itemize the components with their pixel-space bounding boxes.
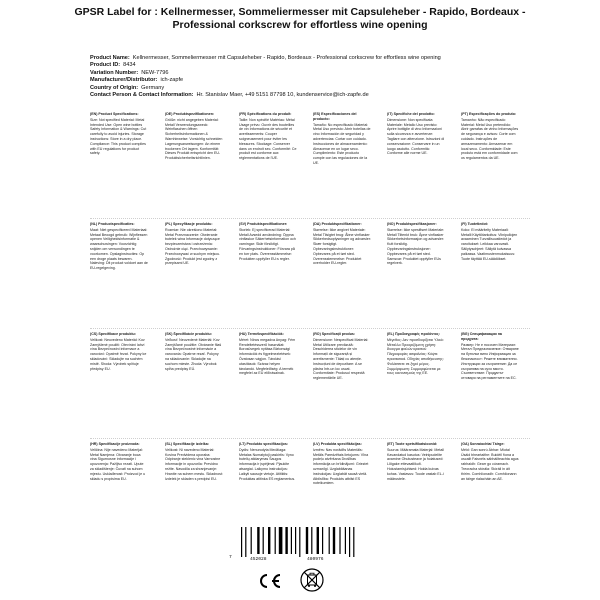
- spec-cell-body: Rozmiar: Nie określono Materiał: Metal Przeznaczenie: Otwieranie butelek wina Informacje dotyczące bezpieczeństwa i ostrzeżenia: Ostrożnie ciąć. Przechowywanie: Przechowywać w suchym miejscu. Zgodność: Produkt jest zgodny z przepisami UE.: [165, 227, 221, 266]
- variation-number-label: Variation Number:: [90, 69, 139, 76]
- spec-cell: [239, 112, 297, 206]
- spec-grid: [90, 112, 530, 512]
- spec-cell-heading: (LV) Produkta specifikācijas:: [313, 442, 362, 446]
- barcode-bar: [299, 527, 300, 557]
- barcode-bar: [263, 527, 264, 554]
- spec-cell-body: Größe: nicht angegeben Material: Metall Verwendungszweck: Weinflaschen öffnen Sicherheitsinformationen & Warnhinweise: Vorsichtig schneiden Lagerungsanweisungen: An einem trockenen Ort lagern. Konformität: Dieses Produkt entspricht den EU-Produktsicherheitsrichtlinien.: [165, 117, 223, 161]
- spec-cell-heading: (DE) Produktspezifikationen:: [165, 112, 215, 116]
- spec-cell-body: Tamanho: Não especificado Material: Metal Uso pretendido: Abrir garrafas de vinho Informações de segurança e avisos: Corte com cuidado. Instruções de armazenamento: Armazenar em local seco. Conformidade: Este produto está em conformidade com os regulamentos da UE.: [461, 117, 519, 161]
- country-of-origin-value: Germany: [141, 84, 165, 91]
- spec-cell-heading: (ES) Especificaciones del producto:: [313, 112, 357, 121]
- spec-cell-heading: (PL) Specyfikacje produktu:: [165, 222, 213, 226]
- barcode-bar: [345, 527, 346, 554]
- spec-cell-body: Méret: Nincs megadva Anyag: Fém Rendeltetésszerű használat: Borosüvegek nyitása Biztonsági információk és figyelmeztetések: Óvatosan vágjon. Tárolási utasítások: Száraz helyen tárolandó. Megfelelőség: A termék megfelel az EU előírásainak.: [239, 337, 296, 376]
- product-id-row: [90, 62, 550, 69]
- spec-cell-heading: (CS) Specifikace produktu:: [90, 332, 136, 336]
- contact-value: Hr. Stanislav Maer, +49 5151 87798 10, kundenservice@ich-zapfe.de: [196, 92, 369, 99]
- spec-cell-heading: (LT) Produkto specifikacijos:: [239, 442, 289, 446]
- product-name-row: [90, 55, 550, 62]
- spec-cell-heading: (NO) Produktspesifikasjoner:: [387, 222, 437, 226]
- spec-cell-heading: (PT) Especificações do produto:: [461, 112, 517, 116]
- spec-cell: [239, 222, 297, 316]
- row-separator: [90, 328, 530, 329]
- spec-cell-body: Dimensiune: Nespecificat Material: Metal Utilizare prevăzută: Deschiderea sticlelor de vin Informații de siguranță și avertismente: Tăiați cu atenție. Instrucțiuni de depozitare: A se păstra într-un loc uscat. Conformitate: Produsul respectă reglementările UE.: [313, 337, 369, 381]
- row-separator: [90, 438, 530, 439]
- barcode-bar: [268, 527, 270, 554]
- spec-cell-body: Taille: Non spécifié Matériau: Métal Usage prévu: Ouvrir des bouteilles de vin Informations de sécurité et avertissements: Couper soigneusement pour éviter les blessures. Stockage: Conserver dans un endroit sec. Conformité: Ce produit est conforme aux réglementations de l'UE.: [239, 117, 297, 161]
- spec-cell-body: Koko: Ei määritelty Materiaali: Metalli Käyttötarkoitus: Viinipullojen avaaminen Turvallisuustiedot ja varoitukset: Leikkaa varovasti. Säilytysohjeet: Säilytä kuivassa paikassa. Vaatimustenmukaisuus: Tuote täyttää EU-säädökset.: [461, 227, 518, 261]
- manufacturer-row: [90, 77, 550, 84]
- spec-cell: [461, 442, 519, 536]
- barcode-bar: [317, 527, 319, 554]
- spec-cell-heading: (FR) Spécifications du produit:: [239, 112, 292, 116]
- spec-cell-heading: (FI) Tuotetiedot:: [461, 222, 489, 226]
- barcode-bar: [349, 527, 350, 557]
- ean-barcode: [237, 527, 357, 561]
- spec-cell: [387, 222, 445, 316]
- product-name-value: Kellnermesser, Sommeliermesser mit Capsuleheber - Rapido, Bordeaux - Professional corkscrew for effortless wine opening: [132, 55, 441, 61]
- spec-cell: [387, 332, 445, 426]
- spec-cell-heading: (NL) Productspecificaties:: [90, 222, 135, 226]
- spec-cell: [90, 222, 148, 316]
- spec-cell-body: Maat: Niet gespecificeerd Materiaal: Metaal Beoogd gebruik: Wijnflessen openen Veiligheidsinformatie & waarschuwingen: Voorzichtig snijden om verwondingen te voorkomen. Opslaginstructies: Op een droge plaats bewaren. Naleving: Dit product voldoet aan de EU-regelgeving.: [90, 227, 148, 271]
- spec-cell-body: Velikost: Neuvedeno Materiál: Kov Zamýšlené použití: Otevírání lahví vína Bezpečnostní informace a varování: Opatrně řezat. Pokyny ke skladování: Skladujte na suchém místě. Shoda: Výrobek splňuje předpisy EU.: [90, 337, 147, 371]
- barcode-bar: [279, 527, 283, 554]
- spec-cell-body: Veličina: Nije navedeno Materijal: Metal Namjena: Otvaranje boca vina Sigurnosne informacije i upozorenja: Pažljivo rezati. Upute za skladištenje: Čuvati na suhom mjestu. Usklađenost: Proizvod je u skladu s propisima EU.: [90, 447, 146, 481]
- spec-cell: [313, 112, 371, 206]
- spec-cell-heading: (IT) Specifiche del prodotto:: [387, 112, 435, 116]
- product-name-label: Product Name:: [90, 55, 130, 61]
- spec-cell-body: Størrelse: Ikke angivet Materiale: Metal Tilsigtet brug: Åbne vinflasker Sikkerhedsoplysninger og advarsler: Skær forsigtigt. Opbevaringsinstruktioner: Opbevares på et tørt sted. Overensstemmelse: Produktet overholder EU-regler.: [313, 227, 371, 266]
- spec-cell: [461, 112, 519, 206]
- product-id-value: 8434: [123, 62, 136, 69]
- spec-cell: [165, 332, 223, 426]
- barcode-bar: [241, 527, 242, 557]
- spec-cell-body: Dimensione: Non specificata Materiale: Metallo Uso previsto: Aprire bottiglie di vino Informazioni sulla sicurezza e avvertenze: Tagliare con attenzione. Istruzioni di conservazione: Conservare in un luogo asciutto. Conformità: Conforme alle norme UE.: [387, 117, 445, 156]
- label-title: GPSR Label for : Kellnermesser, Sommeliermesser mit Capsuleheber - Rapido, Bordeaux - Professional corkscrew for effortless wine opening: [74, 6, 526, 31]
- manufacturer-value: ich-zapfe: [160, 77, 184, 84]
- spec-cell-heading: (ET) Toote spetsifikatsioonid:: [387, 442, 438, 446]
- product-info-block: [90, 55, 550, 99]
- crossed-out-wheelie-bin-icon: [300, 568, 324, 592]
- spec-cell-heading: (SV) Produktspecifikationer:: [239, 222, 288, 226]
- spec-cell: [313, 222, 371, 316]
- barcode-bar: [251, 527, 252, 554]
- spec-cell-heading: (DA) Produktspecifikationer:: [313, 222, 362, 226]
- barcode-bar: [333, 527, 335, 554]
- spec-cell-body: Dydis: Nenurodyta Medžiaga: Metalas Numatytoji paskirtis: Vyno butelių atidarymas Saugos informacija ir įspėjimai: Pjaukite atsargiai. Laikymo instrukcijos: Laikyti sausoje vietoje. Atitiktis: Produktas atitinka ES reglamentus.: [239, 447, 296, 481]
- spec-cell-heading: (RO) Specificații produs:: [313, 332, 356, 336]
- spec-cell-body: Storlek: Ej specificerad Material: Metall Avsedd användning: Öppna vinflaskor Säkerhetsinformation och varningar: Skär försiktigt. Förvaringsinstruktioner: Förvara på en torr plats. Överensstämmelse: Produkten uppfyller EU:s regler.: [239, 227, 296, 261]
- spec-cell: [461, 332, 519, 426]
- spec-cell-body: Veľkosť: Neuvedené Materiál: Kov Zamýšľané použitie: Otváranie fliaš vína Bezpečnostné informácie a varovania: Opatrne rezať. Pokyny na skladovanie: Skladujte na suchom mieste. Zhoda: Výrobok spĺňa predpisy EÚ.: [165, 337, 222, 371]
- spec-cell-heading: (GA) Sonraíochtaí Táirge:: [461, 442, 505, 446]
- spec-cell-body: Size: Not specified Material: Metal Intended Use: Open wine bottles Safety Information & Warnings: Cut carefully to avoid injuries. Storage instructions: Store in a dry place. Compliance: This product complies with EU regulations for product safety.: [90, 117, 147, 156]
- variation-number-value: NEW-7796: [141, 69, 169, 76]
- barcode-bar: [329, 527, 330, 554]
- spec-cell: [313, 442, 371, 536]
- spec-cell-heading: (EN) Product Specifications:: [90, 112, 139, 116]
- spec-cell-body: Velikost: Ni navedeno Material: Kovina Predvidena uporaba: Odpiranje steklenic vina Varnostne informacije in opozorila: Previdno režite. Navodila za shranjevanje: Hranite na suhem mestu. Skladnost: Izdelek je skladen s predpisi EU.: [165, 447, 223, 481]
- spec-cell-body: Størrelse: Ikke spesifisert Materiale: Metall Tiltenkt bruk: Åpne vinflasker Sikkerhetsinformasjon og advarsler: Kutt forsiktig. Oppbevaringsinstruksjoner: Oppbevares på et tørt sted. Samsvar: Produktet oppfyller EUs regelverk.: [387, 227, 445, 266]
- barcode-bar: [257, 527, 259, 554]
- spec-cell: [239, 332, 297, 426]
- spec-cell-heading: (HU) Termékspecifikációk:: [239, 332, 284, 336]
- spec-cell: [387, 112, 445, 206]
- spec-cell-body: Размер: Не е посочен Материал: Метал Предназначение: Отваряне на бутилки вино Информация за безопасност: Режете внимателно. Инструкции за съхранение: Да се съхранява на сухо място. Съответствие: Продуктът отговаря на регламентите на ЕС.: [461, 342, 519, 381]
- barcode-bar: [306, 527, 308, 554]
- spec-cell: [90, 442, 148, 536]
- barcode-bar: [311, 527, 312, 554]
- spec-cell: [387, 442, 445, 536]
- spec-cell-body: Μέγεθος: Δεν προσδιορίζεται Υλικό: Μέταλλο Προοριζόμενη χρήση: Άνοιγμα φιαλών κρασιού Πληροφορίες ασφαλείας: Κόψτε προσεκτικά. Οδηγίες αποθήκευσης: Φυλάσσετε σε ξηρό μέρος. Συμμόρφωση: Συμμορφώνεται με τους κανονισμούς της ΕΕ.: [387, 337, 444, 376]
- spec-cell-heading: (SK) Špecifikácie produktu:: [165, 332, 212, 336]
- barcode-bar: [245, 527, 246, 557]
- barcode-bar: [295, 527, 296, 554]
- barcode-bar: [291, 527, 292, 554]
- spec-cell: [90, 112, 148, 206]
- country-of-origin-row: [90, 85, 550, 92]
- barcode-right-group: 480976: [307, 557, 324, 562]
- spec-cell-body: Suurus: Määramata Materjal: Metall Kavandatud kasutus: Veinipudelite avamine Ohutusteave ja hoiatused: Lõigake ettevaatlikult. Hoiustamisjuhised: Hoida kuivas kohas. Vastavus: Toode vastab EL-i määrustele.: [387, 447, 444, 481]
- spec-cell-body: Izmērs: Nav norādīts Materiāls: Metāls Paredzētais lietojums: Vīna pudeļu atvēršana Drošības informācija un brīdinājumi: Grieziet uzmanīgi. Uzglabāšanas instrukcijas: Uzglabāt sausā vietā. Atbilstība: Produkts atbilst ES noteikumiem.: [313, 447, 369, 486]
- spec-cell-heading: (SL) Specifikacije izdelka:: [165, 442, 209, 446]
- country-of-origin-label: Country of Origin:: [90, 84, 139, 91]
- spec-cell: [239, 442, 297, 536]
- ce-mark-icon: [255, 572, 283, 590]
- spec-cell: [165, 442, 223, 536]
- barcode-bar: [285, 527, 287, 554]
- variation-number-row: [90, 70, 550, 77]
- barcode-bar: [339, 527, 340, 554]
- spec-cell-heading: (EL) Προδιαγραφές προϊόντος:: [387, 332, 441, 336]
- spec-cell: [165, 222, 223, 316]
- spec-cell-body: Méid: Gan sonrú Ábhar: Miotal Úsáid bheartaithe: Buidéil fíona a oscailt Faisnéis sábháilteachta agus rabhaidh: Gearr go cúramach. Treoracha stórála: Stóráil in áit thirim. Comhlíonadh: Comhlíonann an táirge rialacháin an AE.: [461, 447, 519, 481]
- contact-label: Contact Person & Contact Information:: [90, 92, 194, 99]
- spec-cell-heading: (BG) Спецификации на продукта:: [461, 332, 502, 341]
- barcode-left-digit: 7: [229, 555, 232, 560]
- spec-cell: [165, 112, 223, 206]
- spec-cell-heading: (HR) Specifikacije proizvoda:: [90, 442, 140, 446]
- spec-cell: [461, 222, 519, 316]
- contact-row: [90, 92, 550, 99]
- barcode-bar: [322, 527, 323, 554]
- row-separator: [90, 218, 530, 219]
- barcode-bar: [353, 527, 354, 557]
- spec-cell: [90, 332, 148, 426]
- product-id-label: Product ID:: [90, 62, 121, 69]
- barcode-bar: [275, 527, 276, 554]
- barcode-left-group: 452028: [250, 557, 267, 562]
- spec-cell-body: Tamaño: No especificado Material: Metal Uso previsto: Abrir botellas de vino Información de seguridad y advertencias: Cortar con cuidado. Instrucciones de almacenamiento: Almacenar en un lugar seco. Cumplimiento: Este producto cumple con las regulaciones de la UE.: [313, 122, 371, 165]
- manufacturer-label: Manufacturer/Distributor:: [90, 77, 158, 84]
- spec-cell: [313, 332, 371, 426]
